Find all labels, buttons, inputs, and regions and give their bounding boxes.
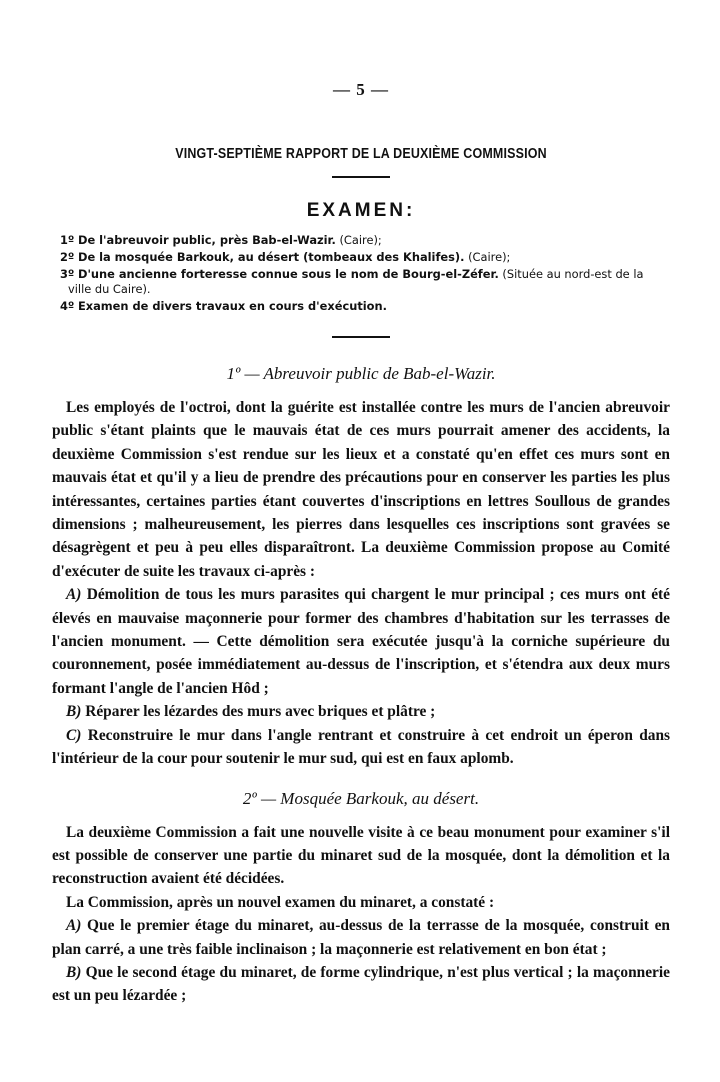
- item-text: Que le premier étage du minaret, au-dessus de la terrasse de la mosquée, construit en plan carré, a une très faible inclinaison ; la maçonnerie est relativement en bon état ;: [52, 917, 670, 958]
- exam-item-subject: De la mosquée Barkouk, au désert (tombeaux des Khalifes).: [77, 250, 465, 264]
- item-text: Reconstruire le mur dans l'angle rentrant et construire à cet endroit un éperon dans l'intérieur de la cour pour soutenir le mur sud, qui est en faux aplomb.: [52, 726, 670, 768]
- item-letter: B): [66, 703, 82, 721]
- exam-item-number: 3º: [60, 267, 75, 281]
- section-1-intro: Les employés de l'octroi, dont la guérite est installée contre les murs de l'ancien abreuvoir public s'étant plaints que le mauvais état de ces murs pourrait amener des accidents, la deuxième Commission s'est rendue sur les lieux et a constaté qu'en effet ces murs sont en mauvais état et qu'il y a lieu de prendre des précautions pour en conserver les parties les plus intéressantes, certaines parties étant couvertes d'inscriptions en lettres Soullous de grandes dimensions ; malheureusement, les pierres dans lesquelles ces inscriptions sont gravées se désagrègent et peu à peu elles disparaîtront. La deuxième Commission propose au Comité d'exécuter de suite les travaux ci-après :: [52, 399, 670, 580]
- exam-item: [52, 267, 670, 297]
- exam-item-subject: De l'abreuvoir public, près Bab-el-Wazir.: [77, 233, 336, 247]
- section-1-item: [52, 700, 670, 723]
- section-2-intro-2: La Commission, après un nouvel examen du minaret, a constaté :: [66, 893, 495, 911]
- section-2-item: [52, 961, 670, 1008]
- section-1-title: 1º — Abreuvoir public de Bab-el-Wazir.: [226, 364, 496, 383]
- exam-item-location: (Située au nord-est de la ville du Caire).: [68, 267, 644, 296]
- item-text: Démolition de tous les murs parasites qui chargent le mur principal ; ces murs ont été élevés en mauvaise maçonnerie pour former des chambres d'habitation sur les terrasses de l'ancien monument. — Cette démolition sera exécutée jusqu'à la corniche supérieure du couronnement, posée immédiatement au-dessus de l'inscription, et s'étendra aux deux murs formant l'angle de l'ancien Hôd ;: [52, 586, 670, 697]
- item-text: Que le second étage du minaret, de forme cylindrique, n'est plus vertical ; la maçonnerie est un peu lézardée ;: [52, 963, 670, 1005]
- exam-list: [52, 233, 670, 314]
- item-letter: B): [66, 963, 82, 981]
- exam-item: [52, 299, 670, 314]
- exam-item-location: (Caire);: [335, 233, 382, 247]
- section-divider: [332, 336, 390, 338]
- report-title: VINGT-SEPTIÈME RAPPORT DE LA DEUXIÈME COMMISSION: [175, 146, 547, 162]
- section-1-item: [52, 583, 670, 700]
- item-letter: C): [66, 726, 82, 744]
- section-2-intro: La deuxième Commission a fait une nouvelle visite à ce beau monument pour examiner s'il est possible de conserver une partie du minaret sud de la mosquée, dont la démolition et la reconstruction avaient été décidées.: [52, 823, 670, 888]
- item-letter: A): [66, 586, 82, 604]
- section-2-item: [52, 914, 670, 961]
- title-divider: [332, 176, 390, 178]
- exam-item: [52, 233, 670, 248]
- exam-heading: EXAMEN:: [306, 200, 416, 221]
- document-page: [52, 80, 670, 1008]
- exam-item-location: (Caire);: [464, 250, 511, 264]
- page-number: — 5 —: [333, 80, 389, 99]
- item-letter: A): [66, 917, 82, 935]
- exam-item-number: 1º: [60, 233, 75, 247]
- exam-item-number: 2º: [60, 250, 75, 264]
- section-2-title: 2º — Mosquée Barkouk, au désert.: [242, 788, 480, 808]
- exam-item-number: 4º: [60, 299, 75, 313]
- item-text: Réparer les lézardes des murs avec briques et plâtre ;: [81, 703, 436, 721]
- exam-item-subject: D'une ancienne forteresse connue sous le nom de Bourg-el-Zéfer.: [77, 267, 499, 281]
- section-1-item: [52, 724, 670, 771]
- exam-item-subject: Examen de divers travaux en cours d'exécution.: [77, 299, 387, 313]
- exam-item: [52, 250, 670, 265]
